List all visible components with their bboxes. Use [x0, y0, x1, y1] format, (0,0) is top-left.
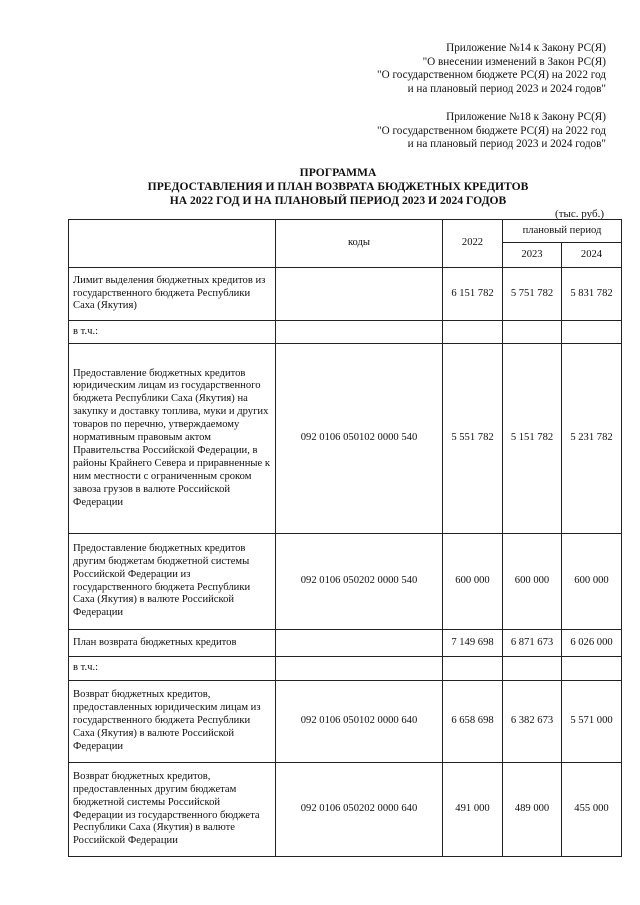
row-value-2024: 6 026 000 [562, 630, 622, 657]
appendix-14-line-1: Приложение №14 к Закону РС(Я) [446, 42, 606, 54]
appendix-18-note [377, 111, 606, 152]
row-value-2022 [443, 657, 503, 681]
row-value-2022: 6 658 698 [443, 681, 503, 763]
row-name: Возврат бюджетных кредитов, предоставленных другим бюджетам бюджетной системы Российской Федерации из государственного бюджета Республики Саха (Якутия) в валюте Российской Федерации [69, 763, 276, 857]
table-row [69, 268, 622, 321]
row-value-2024: 455 000 [562, 763, 622, 857]
row-value-2022: 491 000 [443, 763, 503, 857]
table-row [69, 657, 622, 681]
row-name: Лимит выделения бюджетных кредитов из государственного бюджета Республики Саха (Якутия) [69, 268, 276, 321]
appendix-18-line-2: "О государственном бюджете РС(Я) на 2022 год [377, 124, 606, 137]
document-title [60, 166, 616, 207]
row-value-2022: 6 151 782 [443, 268, 503, 321]
row-value-2022 [443, 321, 503, 344]
header-codes: коды [276, 220, 443, 268]
row-value-2024: 5 571 000 [562, 681, 622, 763]
row-value-2023 [503, 657, 562, 681]
row-codes: 092 0106 050102 0000 540 [276, 344, 443, 534]
row-name: в т.ч.: [69, 321, 276, 344]
budget-credit-table [68, 219, 622, 857]
row-value-2024 [562, 657, 622, 681]
row-value-2023 [503, 321, 562, 344]
row-codes [276, 321, 443, 344]
row-codes [276, 657, 443, 681]
header-planning-period: плановый период [503, 220, 622, 243]
table-row [69, 534, 622, 630]
row-value-2022: 5 551 782 [443, 344, 503, 534]
row-value-2023: 5 751 782 [503, 268, 562, 321]
row-value-2022: 7 149 698 [443, 630, 503, 657]
appendix-18-line-3: и на плановый период 2023 и 2024 годов" [407, 138, 606, 151]
title-line-1: ПРОГРАММА [299, 166, 377, 179]
row-name: в т.ч.: [69, 657, 276, 681]
row-codes [276, 630, 443, 657]
row-codes: 092 0106 050102 0000 640 [276, 681, 443, 763]
row-codes: 092 0106 050202 0000 640 [276, 763, 443, 857]
row-value-2024: 5 231 782 [562, 344, 622, 534]
header-year-2023: 2023 [503, 243, 562, 268]
header-year-2024: 2024 [562, 243, 622, 268]
title-line-2: ПРЕДОСТАВЛЕНИЯ И ПЛАН ВОЗВРАТА БЮДЖЕТНЫХ КРЕДИТОВ [147, 179, 529, 193]
row-value-2023: 489 000 [503, 763, 562, 857]
row-codes: 092 0106 050202 0000 540 [276, 534, 443, 630]
appendix-14-note [377, 42, 606, 96]
row-value-2023: 6 871 673 [503, 630, 562, 657]
row-value-2023: 5 151 782 [503, 344, 562, 534]
table-row [69, 344, 622, 534]
unit-label: (тыс. руб.) [555, 208, 604, 220]
appendix-14-line-3: "О государственном бюджете РС(Я) на 2022 год [377, 69, 606, 82]
appendix-14-line-4: и на плановый период 2023 и 2024 годов" [407, 82, 606, 95]
row-name: Предоставление бюджетных кредитов юридическим лицам из государственного бюджета Республики Саха (Якутия) на закупку и доставку топлива, муки и других товаров по перечню, утверждаемому нормативным правовым актом Правительства Российской Федерации, в районы Крайнего Севера и приравненные к ним местности с ограниченным сроком завоза грузов в валюте Российской Федерации [69, 344, 276, 534]
row-value-2024: 600 000 [562, 534, 622, 630]
row-value-2024: 5 831 782 [562, 268, 622, 321]
row-codes [276, 268, 443, 321]
header-year-2022: 2022 [443, 220, 503, 268]
row-name: Предоставление бюджетных кредитов другим бюджетам бюджетной системы Российской Федерации из государственного бюджета Республики Саха (Якутия) в валюте Российской Федерации [69, 534, 276, 630]
title-line-3: НА 2022 ГОД И НА ПЛАНОВЫЙ ПЕРИОД 2023 И 2024 ГОДОВ [169, 193, 507, 207]
row-value-2024 [562, 321, 622, 344]
table-row [69, 630, 622, 657]
row-name: План возврата бюджетных кредитов [69, 630, 276, 657]
row-value-2023: 6 382 673 [503, 681, 562, 763]
row-value-2022: 600 000 [443, 534, 503, 630]
table-row [69, 321, 622, 344]
appendix-14-line-2: "О внесении изменений в Закон РС(Я) [422, 55, 606, 68]
table-row [69, 763, 622, 857]
header-name-cell [69, 220, 276, 268]
appendix-18-line-1: Приложение №18 к Закону РС(Я) [446, 111, 606, 123]
table-row [69, 681, 622, 763]
row-value-2023: 600 000 [503, 534, 562, 630]
row-name: Возврат бюджетных кредитов, предоставленных юридическим лицам из государственного бюджета Республики Саха (Якутия) в валюте Российской Федерации [69, 681, 276, 763]
